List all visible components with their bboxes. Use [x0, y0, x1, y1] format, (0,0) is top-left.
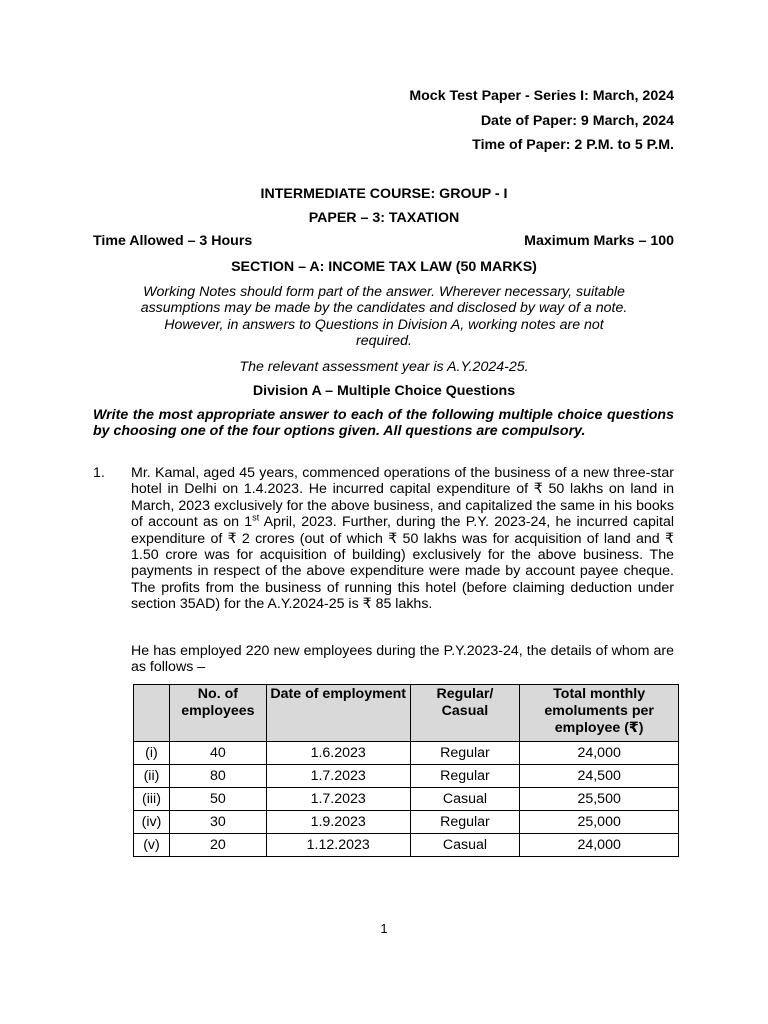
assessment-year-note: The relevant assessment year is A.Y.2024-25. — [239, 359, 529, 375]
paper-time: Time of Paper: 2 P.M. to 5 P.M. — [472, 137, 674, 153]
header-cell: Date of employment — [266, 685, 410, 742]
question-number: 1. — [93, 465, 105, 481]
working-notes-line-2: assumptions may be made by the candidates and disclosed by way of a note. — [140, 300, 628, 317]
time-allowed: Time Allowed – 3 Hours — [93, 233, 253, 249]
header-cell: No. of employees — [169, 685, 266, 742]
table-header-row — [134, 685, 679, 742]
table-cell: Casual — [410, 834, 520, 857]
table-cell: 1.9.2023 — [266, 811, 410, 834]
working-notes-line-3: However, in answers to Questions in Division A, working notes are not — [164, 316, 604, 333]
course-title: INTERMEDIATE COURSE: GROUP - I — [260, 186, 508, 202]
header-cell: Total monthly emoluments per employee (₹) — [520, 685, 679, 742]
paper-date: Date of Paper: 9 March, 2024 — [480, 113, 674, 129]
q1-text-part-1: Mr. Kamal, aged 45 years, commenced operations of the business of a new three-star hotel in Delhi on 1.4.2023. He incurred capital expenditure of ₹ 50 lakhs on land in March, 2023 exclusively for the above business, and capitalized the same in his books of account as on 1 — [131, 465, 674, 531]
table-cell: 24,000 — [520, 742, 679, 765]
table-cell: 1.7.2023 — [266, 788, 410, 811]
division-title: Division A – Multiple Choice Questions — [252, 383, 516, 399]
paper-series: Mock Test Paper - Series I: March, 2024 — [409, 88, 674, 104]
table-cell: 25,500 — [520, 788, 679, 811]
instructions: Write the most appropriate answer to each of the following multiple choice questions by choosing one of the four options given. All questions are compulsory. — [93, 407, 674, 440]
question-1-paragraph-2: He has employed 220 new employees during the P.Y.2023-24, the details of whom are as follows – — [131, 643, 674, 676]
page-number: 1 — [380, 921, 388, 936]
table-cell: 1.7.2023 — [266, 765, 410, 788]
table-cell: 1.12.2023 — [266, 834, 410, 857]
table-cell: 25,000 — [520, 811, 679, 834]
table-cell: 80 — [169, 765, 266, 788]
table-row — [134, 811, 679, 834]
table-cell: 24,000 — [520, 834, 679, 857]
question-1-paragraph-1 — [131, 465, 674, 613]
table-cell: Regular — [410, 742, 520, 765]
q1-superscript: st — [252, 512, 260, 523]
section-title: SECTION – A: INCOME TAX LAW (50 MARKS) — [231, 259, 537, 275]
table-cell: 50 — [169, 788, 266, 811]
table-cell: (v) — [134, 834, 170, 857]
time-marks-row — [93, 233, 674, 249]
q1-text-part-2: April, 2023. Further, during the P.Y. 2023-24, he incurred capital expenditure of ₹ 2 crores (out of which ₹ 50 lakhs was for acquisition of land and ₹ 1.50 crore was for acquisition of building) exclusively for the above business. The payments in respect of the above expenditure were made by account payee cheque. The profits from the business of running this hotel (before claiming deduction under section 35AD) for the A.Y.2024-25 is ₹ 85 lakhs. — [131, 514, 674, 613]
header-cell: Regular/ Casual — [410, 685, 520, 742]
table-cell: Regular — [410, 765, 520, 788]
table-cell: (iv) — [134, 811, 170, 834]
table-cell: 40 — [169, 742, 266, 765]
table-cell: 1.6.2023 — [266, 742, 410, 765]
table-cell: (ii) — [134, 765, 170, 788]
table-cell: 24,500 — [520, 765, 679, 788]
table-cell: Regular — [410, 811, 520, 834]
table-cell: (iii) — [134, 788, 170, 811]
table-cell: (i) — [134, 742, 170, 765]
paper-title: PAPER – 3: TAXATION — [308, 210, 460, 226]
table-cell: 20 — [169, 834, 266, 857]
working-notes-line-4: required. — [356, 333, 412, 350]
header-cell — [134, 685, 170, 742]
table-row — [134, 742, 679, 765]
table-row — [134, 788, 679, 811]
working-notes-line-1: Working Notes should form part of the answer. Wherever necessary, suitable — [143, 284, 625, 300]
employees-table — [133, 684, 679, 857]
maximum-marks: Maximum Marks – 100 — [524, 233, 674, 249]
table-row — [134, 834, 679, 857]
table-row — [134, 765, 679, 788]
table-cell: 30 — [169, 811, 266, 834]
table-cell: Casual — [410, 788, 520, 811]
working-notes — [92, 284, 676, 350]
